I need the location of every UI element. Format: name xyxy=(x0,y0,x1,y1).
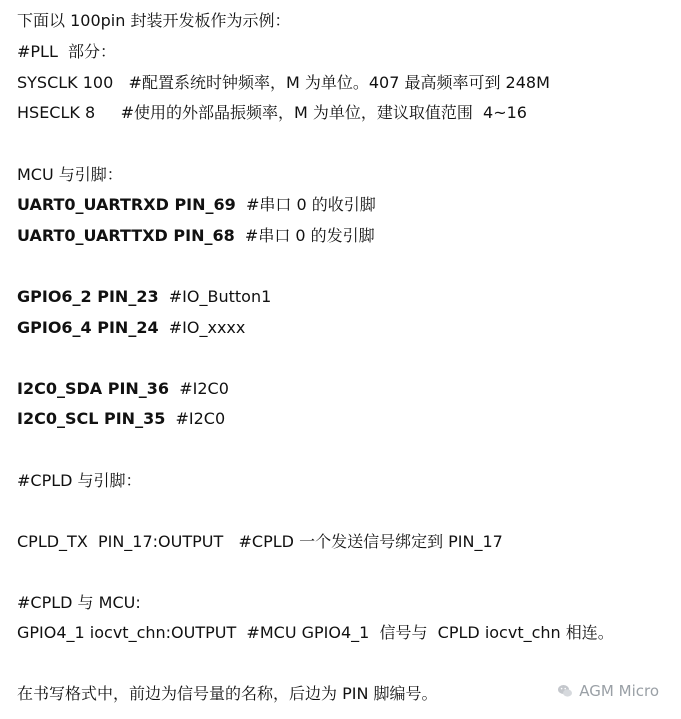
i2c-scl-line xyxy=(17,408,225,430)
cpld-tx-line: CPLD_TX PIN_17:OUTPUT #CPLD 一个发送信号绑定到 PIN_17 xyxy=(17,532,503,551)
format-note-line: 在书写格式中，前边为信号量的名称，后边为 PIN 脚编号。 xyxy=(17,684,438,703)
uart-tx-line xyxy=(17,225,375,247)
cpld-mcu-heading: #CPLD 与 MCU: xyxy=(17,593,141,612)
wechat-icon xyxy=(557,683,573,699)
uart-rx-line xyxy=(17,194,376,216)
intro-line: 下面以 100pin 封装开发板作为示例： xyxy=(17,11,291,30)
gpio4-1-line: GPIO4_1 iocvt_chn:OUTPUT #MCU GPIO4_1 信号与 CPLD iocvt_chn 相连。 xyxy=(17,623,614,642)
i2c-sda-comment: #I2C0 xyxy=(179,379,229,398)
gpio6-2-assignment: GPIO6_2 PIN_23 xyxy=(17,287,159,306)
hseclk-line: HSECLK 8 #使用的外部晶振频率，M 为单位，建议取值范围 4~16 xyxy=(17,103,527,122)
gpio6-4-comment: #IO_xxxx xyxy=(168,318,246,337)
i2c-sda-line xyxy=(17,378,229,400)
sysclk-line: SYSCLK 100 #配置系统时钟频率，M 为单位。407 最高频率可到 248M xyxy=(17,73,550,92)
uart-rx-assignment: UART0_UARTRXD PIN_69 xyxy=(17,195,236,214)
watermark-text: AGM Micro xyxy=(579,682,659,700)
gpio6-2-line xyxy=(17,286,271,308)
i2c-sda-assignment: I2C0_SDA PIN_36 xyxy=(17,379,170,398)
i2c-scl-comment: #I2C0 xyxy=(175,409,226,428)
i2c-scl-assignment: I2C0_SCL PIN_35 xyxy=(17,409,166,428)
uart-rx-comment: #串口 0 的收引脚 xyxy=(245,195,376,214)
cpld-pins-heading: #CPLD 与引脚： xyxy=(17,471,142,490)
uart-tx-comment: #串口 0 的发引脚 xyxy=(244,226,375,245)
gpio6-2-comment: #IO_Button1 xyxy=(168,287,272,306)
gpio6-4-line xyxy=(17,317,245,339)
watermark xyxy=(555,682,661,700)
gpio6-4-assignment: GPIO6_4 PIN_24 xyxy=(17,318,159,337)
mcu-pins-heading: MCU 与引脚： xyxy=(17,165,123,184)
pll-heading: #PLL 部分： xyxy=(17,42,117,61)
uart-tx-assignment: UART0_UARTTXD PIN_68 xyxy=(17,226,235,245)
